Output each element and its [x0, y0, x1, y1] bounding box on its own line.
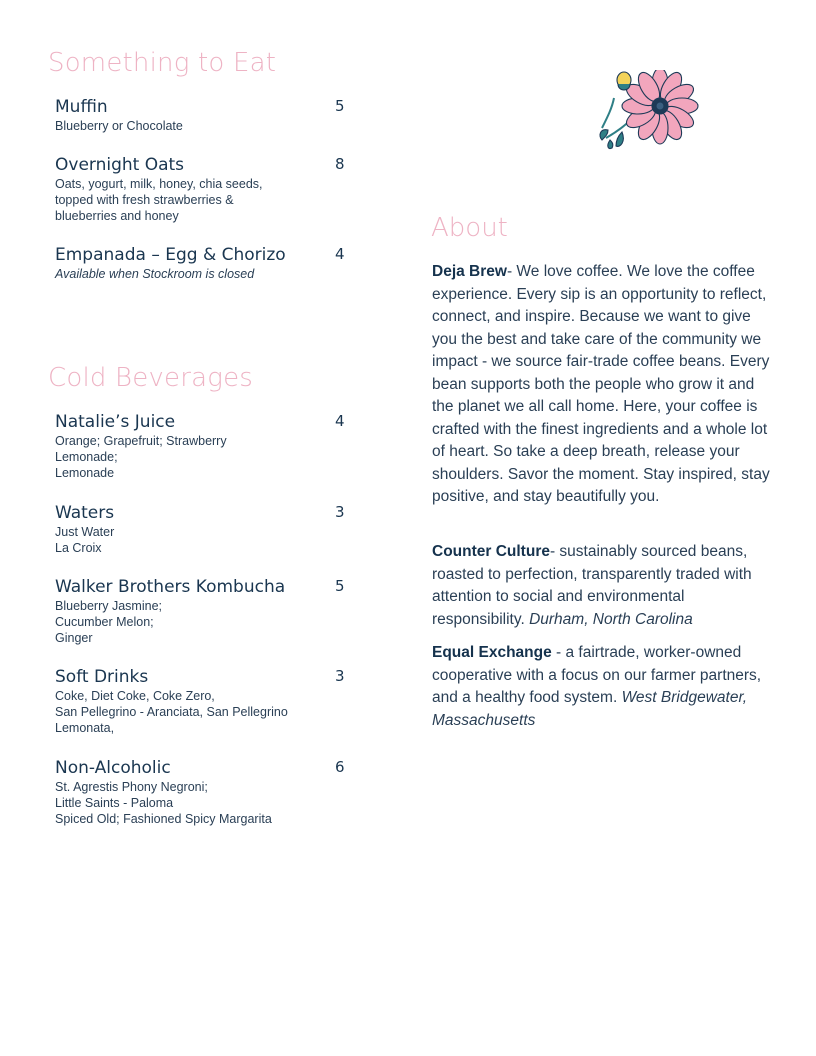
item-description — [55, 688, 345, 736]
item-name: Soft Drinks — [55, 667, 149, 687]
item-description — [55, 524, 345, 556]
description-line: Lemonade — [55, 466, 115, 480]
item-description — [55, 779, 345, 827]
item-description — [55, 118, 345, 134]
section-title-cold-beverages: Cold Beverages — [48, 363, 254, 393]
item-name: Overnight Oats — [55, 155, 185, 175]
description-line: Lemonata, — [55, 721, 115, 735]
about-counter-culture — [432, 541, 770, 631]
item-name: Waters — [55, 503, 115, 523]
description-line: Spiced Old; Fashioned Spicy Margarita — [55, 812, 272, 826]
brand-name: Counter Culture — [432, 543, 550, 560]
item-price: 4 — [335, 245, 345, 263]
location: West Bridgewater, Massachusetts — [432, 689, 748, 729]
menu-item-natalies-juice — [55, 412, 345, 481]
item-price: 6 — [335, 758, 345, 776]
item-description — [55, 176, 345, 224]
description-line: Cucumber Melon; — [55, 615, 154, 629]
item-price: 3 — [335, 667, 345, 685]
flower-icon — [596, 70, 700, 150]
description-line: La Croix — [55, 541, 102, 555]
description-line: Blueberry Jasmine; — [55, 599, 162, 613]
item-description — [55, 266, 345, 282]
item-name: Muffin — [55, 97, 108, 117]
description-line: topped with fresh strawberries & — [55, 193, 234, 207]
description-line: Just Water — [55, 525, 115, 539]
location: Durham, North Carolina — [529, 610, 693, 628]
description-line: Oats, yogurt, milk, honey, chia seeds, — [55, 177, 263, 191]
item-price: 8 — [335, 155, 345, 173]
item-price: 5 — [335, 97, 345, 115]
item-description — [55, 598, 345, 646]
item-description — [55, 433, 345, 481]
menu-item-empanada — [55, 245, 345, 282]
item-price: 5 — [335, 577, 345, 595]
about-text: - sustainably sourced beans, roasted to perfection, transparently traded with attention to social and environmental responsibility. — [432, 543, 752, 628]
menu-item-non-alcoholic — [55, 758, 345, 827]
section-title-something-to-eat: Something to Eat — [48, 48, 277, 78]
description-line: Coke, Diet Coke, Coke Zero, — [55, 689, 215, 703]
description-line: Ginger — [55, 631, 93, 645]
menu-item-muffin — [55, 97, 345, 134]
about-equal-exchange — [432, 642, 770, 732]
menu-item-soft-drinks — [55, 667, 345, 736]
about-deja-brew — [432, 261, 770, 509]
menu-item-walker-brothers-kombucha — [55, 577, 345, 646]
description-line: Blueberry or Chocolate — [55, 119, 183, 133]
about-text: - a fairtrade, worker-owned cooperative with a focus on our farmer partners, and a healthy food system. — [432, 644, 762, 706]
brand-name: Deja Brew — [432, 263, 507, 280]
about-text: - We love coffee. We love the coffee experience. Every sip is an opportunity to reflect, connect, and inspire. Because we want to give you the best and take care of the community we impact - we source fair-trade coffee beans. Every bean supports both the people who grow it and the planet we all call home. Here, your coffee is crafted with the finest ingredients and a whole lot of heart. So take a deep breath, release your shoulders. Savor the moment. Stay inspired, stay positive, and stay beautifully you. — [432, 263, 770, 505]
item-price: 3 — [335, 503, 345, 521]
description-line: blueberries and honey — [55, 209, 179, 223]
item-name: Empanada – Egg & Chorizo — [55, 245, 286, 265]
section-title-about: About — [431, 213, 508, 243]
description-line: St. Agrestis Phony Negroni; — [55, 780, 208, 794]
description-line: Little Saints - Paloma — [55, 796, 174, 810]
menu-item-waters — [55, 503, 345, 556]
description-line: Lemonade; — [55, 450, 118, 464]
brand-name: Equal Exchange — [432, 644, 552, 661]
item-name: Natalie’s Juice — [55, 412, 176, 432]
description-line: San Pellegrino - Aranciata, San Pellegrino — [55, 705, 288, 719]
item-price: 4 — [335, 412, 345, 430]
item-name: Walker Brothers Kombucha — [55, 577, 286, 597]
description-line: Available when Stockroom is closed — [55, 267, 255, 281]
menu-item-overnight-oats — [55, 155, 345, 224]
description-line: Orange; Grapefruit; Strawberry — [55, 434, 227, 448]
item-name: Non-Alcoholic — [55, 758, 171, 778]
